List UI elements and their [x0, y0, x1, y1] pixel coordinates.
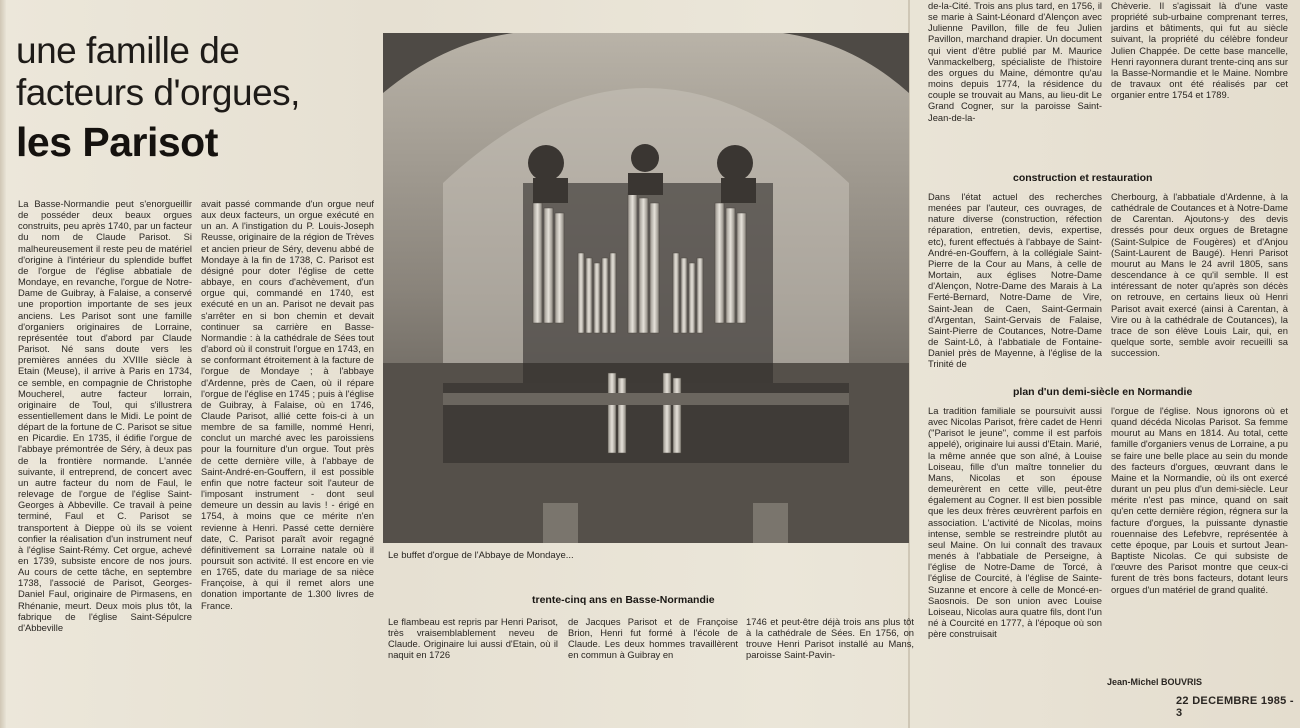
- article-headline: [16, 30, 356, 166]
- organ-photo: [383, 33, 909, 543]
- article-column-2: avait passé commande d'un orgue neuf aux deux facteurs, un orgue exécuté en un an. A l'instigation du P. Louis-Joseph Reusse, originaire de la région de Trèves et ancien prieur de Séry, devenu abbé de Mondaye à la fin de 1738, C. Parisot est désigné pour doter l'église de cette abbaye, en cours d'achèvement, d'un orgue qui, commandé en 1740, est exécuté en un an. Parisot ne devait pas s'arrêter en si bon chemin et devait continuer sa carrière en Basse-Normandie : à la cathédrale de Sées tout d'abord où il construit l'orgue en 1743, en se conformant étroitement à la facture de l'orgue de Mondaye ; à l'abbaye d'Ardenne, près de Caen, où il répare l'orgue de l'église en 1745 ; puis à l'église de Guibray, à Falaise, où en 1746, Claude Parisot, allié cette fois-ci à un membre de sa famille, nommé Henri, conclut un marché avec les paroissiens pour la fourniture d'un orgue. Tout près de cette dernière ville, à l'abbaye de Saint-André-en-Gouffern, il est possible enfin que notre facteur soit l'auteur de l'imposant instrument - dont seul demeure un dessin au lavis ! - érigé en 1754, à moins que ce mérite n'en revienne à Henri. Passé cette dernière date, C. Parisot paraît avoir regagné définitivement sa Lorraine natale où il poursuit son activité. Il est encore en vie en 1765, date du mariage de sa nièce Françoise, à qui il remet alors une donation importante de 1.300 livres de France.: [201, 198, 374, 611]
- article-column-6b: Dans l'état actuel des recherches menées par l'auteur, ces ouvrages, de nature diverse (construction, réfection réparation, entretien, devis, expertise, etc), furent effectués à l'abbaye de Saint-André-en-Gouffern, à la collégiale Saint-Pierre de la Cour au Mans, à celle de Mortain, aux églises Notre-Dame d'Alençon, Notre-Dame des Marais à La Ferté-Bernard, Notre-Dame de Vire, Saint-Jean de Caen, Saint-Germain d'Argentan, Saint-Gervais de Falaise, Saint-Pierre de Coutances, Notre-Dame de Saint-Lô, à l'abbatiale de Fontaine-Daniel près de Mayenne, à l'église de la Trinité de: [928, 191, 1102, 370]
- article-column-3: Le flambeau est repris par Henri Parisot, très vraisemblablement neveu de Claude. Originaire lui aussi d'Etain, où il naquit en 1726: [388, 616, 558, 661]
- article-column-7c: l'orgue de l'église. Nous ignorons où et quand décéda Nicolas Parisot. Sa femme mourut au Mans en 1814. Au total, cette famille d'organiers venus de Lorraine, a pu se faire une belle place au sein du monde des facteurs d'orgues, œuvrant dans le Maine et la Normandie, où ils ont exercé durant un peu plus d'un demi-siècle. Leur mérite n'est pas mince, quand on sait qu'en cette dernière région, régnera sur la facture d'orgues, la puissante dynastie rouennaise des Lefebvre, représentée à cette époque, par Louis et surtout Jean-Baptiste Nicolas. Ce qui subsiste de l'œuvre des Parisot montre que ceux-ci furent de très bons facteurs, dotant leurs orgues d'un matériel de grand qualité.: [1111, 405, 1288, 595]
- article-column-7b: Cherbourg, à l'abbatiale d'Ardenne, à la cathédrale de Coutances et à Notre-Dame de Carentan. Ajoutons-y des devis dressés pour deux orgues de Bretagne (Saint-Sulpice de Fougères) et d'Anjou (Saint-Laurent de Baugé). Henri Parisot mourut au Mans le 24 avril 1805, sans descendance à ce qu'il semble. Il est intéressant de noter qu'après son décès on retrouve, en certains lieux où Henri Parisot avait exercé (ainsi à Carentan, à Vire ou à la cathédrale de Coutances), la trace de son élève Louis Lair, qui, en quelque sorte, semble avoir recueilli sa succession.: [1111, 191, 1288, 359]
- article-column-6c: La tradition familiale se poursuivit aussi avec Nicolas Parisot, frère cadet de Henri ("Parisot le jeune", comme il est parfois appelé), originaire lui aussi d'Etain. Marié, la même année que son aîné, à Louise Loiseau, fille d'un maître tonnelier du Mans, Nicolas et son épouse demeurèrent en cette ville, peut-être également au Cogner. Il est bien possible que les deux frères œuvrèrent parfois en association. L'activité de Nicolas, moins intense, semble se restreindre plutôt au seul Maine. On lui connaît des travaux menés à l'abbatiale de Perseigne, à l'église de Notre-Dame de Torcé, à l'église de Courcité, à l'église de Sainte-Suzanne et encore à celle de Moncé-en-Saosnois. De son union avec Louise Loiseau, Nicolas aura quatre fils, dont l'un né à Courcité en 1777, à l'époque où son père construisait: [928, 405, 1102, 640]
- subhead-basse-normandie: trente-cinq ans en Basse-Normandie: [532, 594, 715, 606]
- subhead-construction: construction et restauration: [1013, 172, 1153, 184]
- headline-line-1: une famille de: [16, 30, 240, 71]
- page-footer-date: 22 DECEMBRE 1985 - 3: [1176, 695, 1294, 719]
- article-column-7a: Chèverie. Il s'agissait là d'une vaste propriété sub-urbaine comprenant terres, jardins et bâtiments, qui fut au siècle suivant, la propriété du célèbre fondeur Julien Chappée. De cette base mancelle, Henri rayonnera durant trente-cinq ans sur la Basse-Normandie et le Maine. Nombre de travaux ont été réalisés par cet organier entre 1754 et 1789.: [1111, 0, 1288, 101]
- article-column-6a: de-la-Cité. Trois ans plus tard, en 1756, il se marie à Saint-Léonard d'Alençon avec Julienne Pavillon, fille de feu Julien Pavillon, marchand drapier. Un document qui vient d'être publié par M. Maurice Vanmackelberg, spécialiste de l'histoire des orgues du Maine, démontre qu'au moins depuis 1774, la résidence du couple se trouvait au Mans, au lieu-dit Le Grand Cogner, sur la paroisse Saint-Jean-de-la-: [928, 0, 1102, 123]
- article-column-4: de Jacques Parisot et de Françoise Brion, Henri fut formé à l'école de Claude. Les deux hommes travaillèrent en commun à Guibray en: [568, 616, 738, 661]
- headline-line-2: facteurs d'orgues,: [16, 72, 300, 113]
- headline-line-3: les Parisot: [16, 119, 218, 165]
- page-edge: [0, 0, 6, 728]
- photo-caption: Le buffet d'orgue de l'Abbaye de Mondaye...: [388, 550, 574, 561]
- organ-illustration: [383, 33, 909, 543]
- article-column-1: La Basse-Normandie peut s'enorgueillir de posséder deux beaux orgues construits, peu après 1740, par un facteur du nom de Claude Parisot. Si malheureusement il reste peu de matériel d'origine à l'intérieur du splendide buffet de l'orgue de l'église abbatiale de Mondaye, en revanche, l'orgue de Notre-Dame de Guibray, à Falaise, a conservé une proportion importante de ses jeux anciens. Les Parisot sont une famille d'organiers originaires de Lorraine, représentée tout d'abord par Claude Parisot. Né sans doute vers les premières années du XVIIIe siècle à Etain (Meuse), il arrive à Paris en 1734, ce semble, en compagnie de Christophe Moucherel, autre facteur lorrain, originaire de Toul, qui s'illustrera essentiellement dans le Midi. Le point de départ de la fortune de C. Parisot se situe en Picardie. En 1735, il édifie l'orgue de l'abbaye prémontrée de Séry, à deux pas de la frontière normande. L'année suivante, il entreprend, de concert avec un autre facteur du nom de Faul, le relevage de l'orgue de l'église Saint-Georges à Abbeville. Ce travail à peine terminé, Faul et C. Parisot se transportent à Dieppe où ils se voient confier la réalisation d'un instrument neuf à l'église Saint-Rémy. Cet orgue, achevé en 1739, subsiste encore de nos jours. Au cours de cette tâche, en septembre 1738, l'associé de Parisot, Georges-Daniel Faul, originaire de Pirmasens, en Rhénanie, meurt. Deux mois plus tôt, la fabrique de l'église Saint-Sépulcre d'Abbeville: [18, 198, 192, 633]
- author-signature: Jean-Michel BOUVRIS: [1107, 677, 1203, 687]
- subhead-plan: plan d'un demi-siècle en Normandie: [1013, 386, 1193, 398]
- article-column-5: 1746 et peut-être déjà trois ans plus tôt à la cathédrale de Sées. En 1756, on trouve Henri Parisot installé au Mans, paroisse Saint-Pavin-: [746, 616, 914, 661]
